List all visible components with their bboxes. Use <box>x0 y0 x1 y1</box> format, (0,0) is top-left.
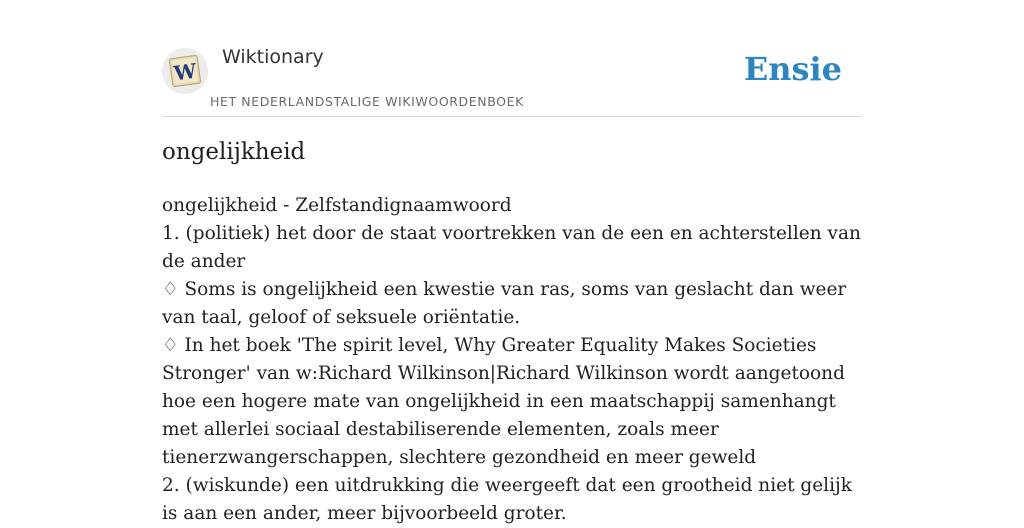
wiktionary-logo-icon[interactable] <box>162 48 208 94</box>
definition-1: 1. (politiek) het door de staat voortrekken van de een en achterstellen van de ander <box>162 223 861 272</box>
entry-heading: ongelijkheid - Zelfstandignaamwoord <box>162 195 512 216</box>
entry-content <box>162 192 862 528</box>
site-name[interactable]: Wiktionary <box>222 46 324 68</box>
page-title: ongelijkheid <box>162 139 306 165</box>
site-subtitle: HET NEDERLANDSTALIGE WIKIWOORDENBOEK <box>210 94 524 109</box>
example-2: ♢ In het boek 'The spirit level, Why Greater Equality Makes Societies Stronger' van w:Richard Wilkinson|Richard Wilkinson wordt aangetoond hoe een hogere mate van ongelijkheid in een maatschappij samenhangt met allerlei sociaal destabiliserende elementen, zoals meer tienerzwangerschappen, slechtere gezondheid en meer geweld <box>162 335 845 468</box>
site-header <box>162 44 862 117</box>
logo-letter: W <box>172 58 198 86</box>
ensie-brand-link[interactable]: Ensie <box>743 50 842 88</box>
example-1: ♢ Soms is ongelijkheid een kwestie van ras, soms van geslacht dan weer van taal, geloof of seksuele oriëntatie. <box>162 279 847 328</box>
definition-2: 2. (wiskunde) een uitdrukking die weergeeft dat een grootheid niet gelijk is aan een ander, meer bijvoorbeeld groter. <box>162 475 852 524</box>
